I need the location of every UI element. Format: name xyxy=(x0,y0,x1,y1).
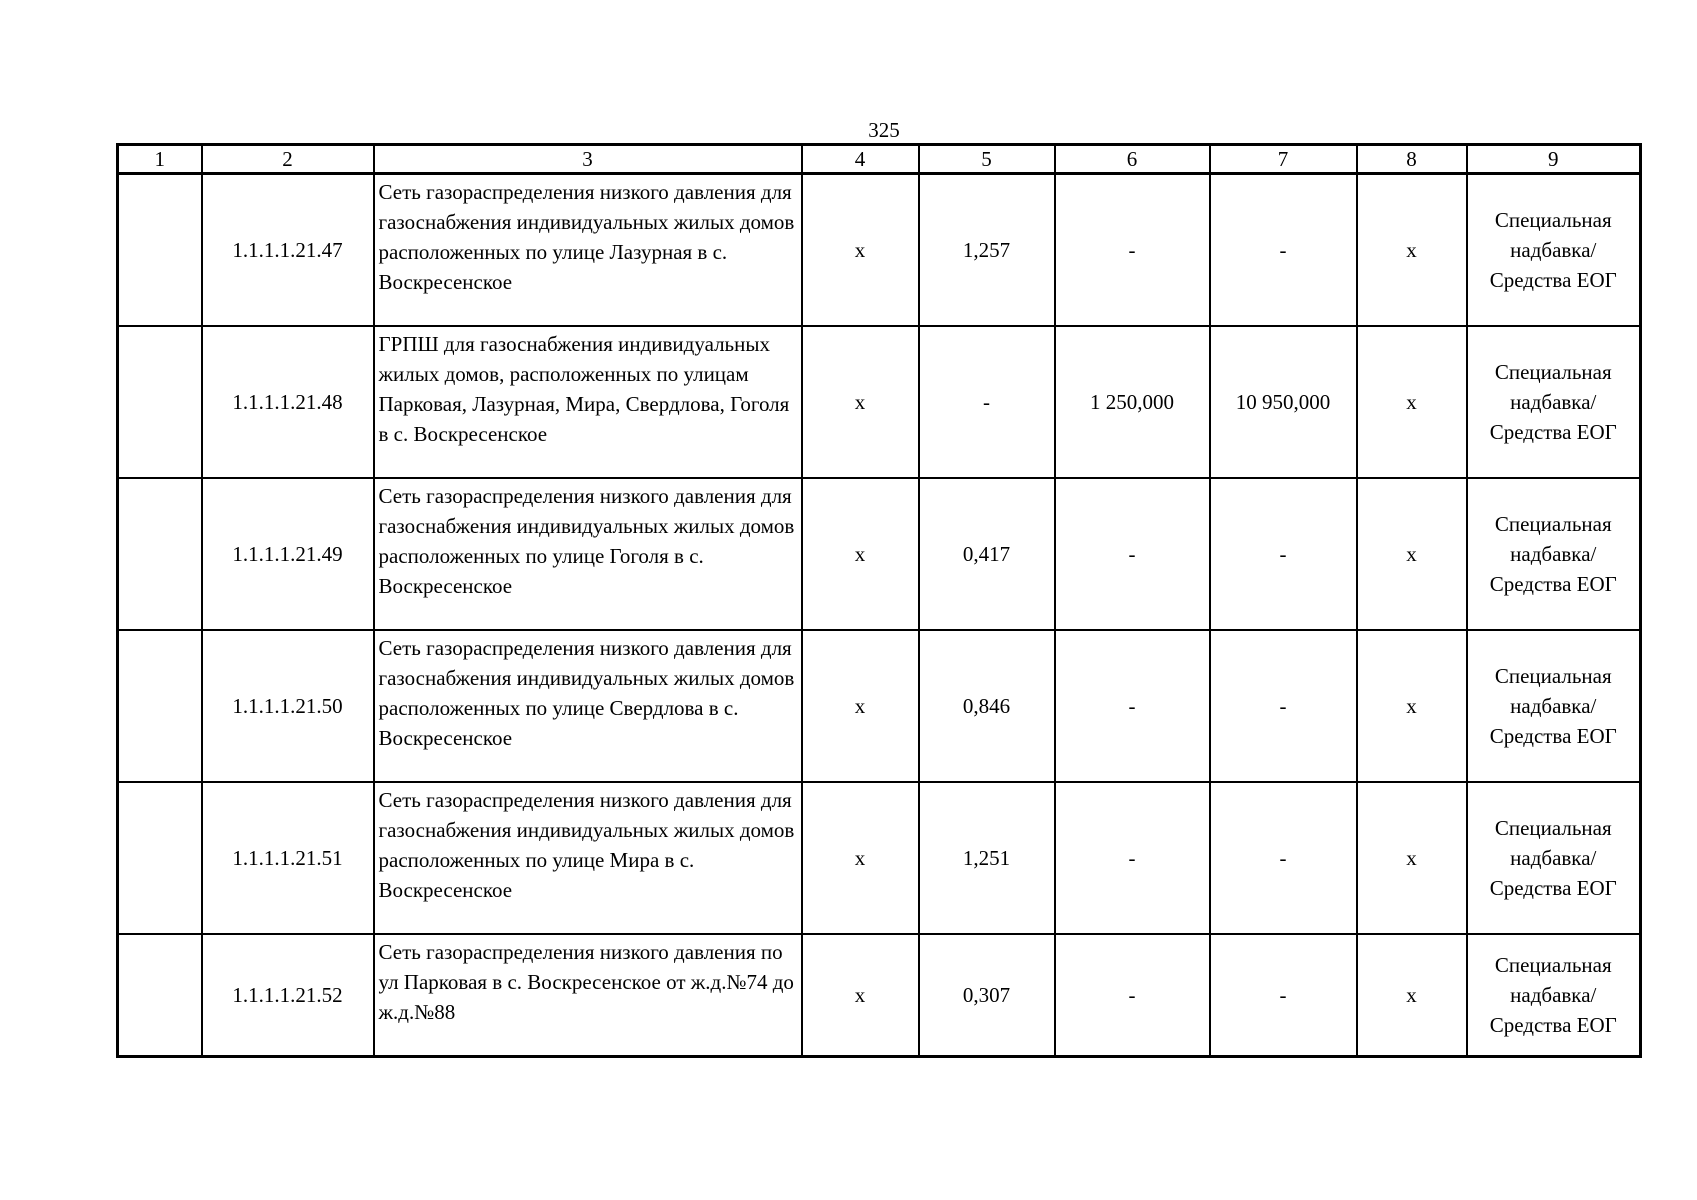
column-4-cell: x xyxy=(802,478,919,630)
column-4-cell: x xyxy=(802,782,919,934)
column-8-cell: x xyxy=(1357,478,1467,630)
funding-source-cell: Специальная надбавка/Средства ЕОГ xyxy=(1467,782,1641,934)
column-4-cell: x xyxy=(802,326,919,478)
row-number-cell xyxy=(118,934,202,1057)
column-header-8: 8 xyxy=(1357,145,1467,174)
column-5-cell: - xyxy=(919,326,1055,478)
column-header-3: 3 xyxy=(374,145,802,174)
column-8-cell: x xyxy=(1357,630,1467,782)
column-7-cell: - xyxy=(1210,174,1357,327)
column-header-1: 1 xyxy=(118,145,202,174)
column-5-cell: 1,257 xyxy=(919,174,1055,327)
column-6-cell: - xyxy=(1055,782,1210,934)
object-code-cell: 1.1.1.1.21.47 xyxy=(202,174,374,327)
column-7-cell: 10 950,000 xyxy=(1210,326,1357,478)
object-name-cell: Сеть газораспределения низкого давления для газоснабжения индивидуальных жилых домов расположенных по улице Свердлова в с. Воскресенское xyxy=(374,630,802,782)
object-name-cell: Сеть газораспределения низкого давления для газоснабжения индивидуальных жилых домов расположенных по улице Лазурная в с. Воскресенское xyxy=(374,174,802,327)
column-6-cell: 1 250,000 xyxy=(1055,326,1210,478)
funding-source-cell: Специальная надбавка/Средства ЕОГ xyxy=(1467,630,1641,782)
funding-source-cell: Специальная надбавка/Средства ЕОГ xyxy=(1467,934,1641,1057)
table-row xyxy=(118,630,1641,782)
object-code-cell: 1.1.1.1.21.49 xyxy=(202,478,374,630)
row-number-cell xyxy=(118,174,202,327)
column-number-header-row xyxy=(118,145,1641,174)
column-7-cell: - xyxy=(1210,630,1357,782)
column-6-cell: - xyxy=(1055,934,1210,1057)
column-8-cell: x xyxy=(1357,782,1467,934)
column-header-9: 9 xyxy=(1467,145,1641,174)
column-header-6: 6 xyxy=(1055,145,1210,174)
column-5-cell: 0,307 xyxy=(919,934,1055,1057)
table-row xyxy=(118,478,1641,630)
object-name-cell: ГРПШ для газоснабжения индивидуальных жилых домов, расположенных по улицам Парковая, Лазурная, Мира, Свердлова, Гоголя в с. Воскресенское xyxy=(374,326,802,478)
column-8-cell: x xyxy=(1357,934,1467,1057)
column-4-cell: x xyxy=(802,934,919,1057)
column-5-cell: 0,846 xyxy=(919,630,1055,782)
column-6-cell: - xyxy=(1055,174,1210,327)
object-name-cell: Сеть газораспределения низкого давления для газоснабжения индивидуальных жилых домов расположенных по улице Гоголя в с. Воскресенское xyxy=(374,478,802,630)
data-table xyxy=(116,143,1642,1058)
row-number-cell xyxy=(118,782,202,934)
funding-source-cell: Специальная надбавка/Средства ЕОГ xyxy=(1467,174,1641,327)
column-header-7: 7 xyxy=(1210,145,1357,174)
column-5-cell: 0,417 xyxy=(919,478,1055,630)
row-number-cell xyxy=(118,630,202,782)
column-header-5: 5 xyxy=(919,145,1055,174)
table-row xyxy=(118,782,1641,934)
table-row xyxy=(118,174,1641,327)
row-number-cell xyxy=(118,478,202,630)
column-header-4: 4 xyxy=(802,145,919,174)
object-code-cell: 1.1.1.1.21.48 xyxy=(202,326,374,478)
row-number-cell xyxy=(118,326,202,478)
table-row xyxy=(118,934,1641,1057)
column-7-cell: - xyxy=(1210,782,1357,934)
funding-source-cell: Специальная надбавка/Средства ЕОГ xyxy=(1467,478,1641,630)
column-8-cell: x xyxy=(1357,326,1467,478)
column-8-cell: x xyxy=(1357,174,1467,327)
column-4-cell: x xyxy=(802,174,919,327)
column-7-cell: - xyxy=(1210,934,1357,1057)
column-5-cell: 1,251 xyxy=(919,782,1055,934)
column-6-cell: - xyxy=(1055,478,1210,630)
page-number: 325 xyxy=(868,118,900,142)
object-code-cell: 1.1.1.1.21.51 xyxy=(202,782,374,934)
object-name-cell: Сеть газораспределения низкого давления для газоснабжения индивидуальных жилых домов расположенных по улице Мира в с. Воскресенское xyxy=(374,782,802,934)
table-row xyxy=(118,326,1641,478)
funding-source-cell: Специальная надбавка/Средства ЕОГ xyxy=(1467,326,1641,478)
object-code-cell: 1.1.1.1.21.50 xyxy=(202,630,374,782)
column-header-2: 2 xyxy=(202,145,374,174)
object-code-cell: 1.1.1.1.21.52 xyxy=(202,934,374,1057)
column-7-cell: - xyxy=(1210,478,1357,630)
column-4-cell: x xyxy=(802,630,919,782)
object-name-cell: Сеть газораспределения низкого давления по ул Парковая в с. Воскресенское от ж.д.№74 до ж.д.№88 xyxy=(374,934,802,1057)
column-6-cell: - xyxy=(1055,630,1210,782)
